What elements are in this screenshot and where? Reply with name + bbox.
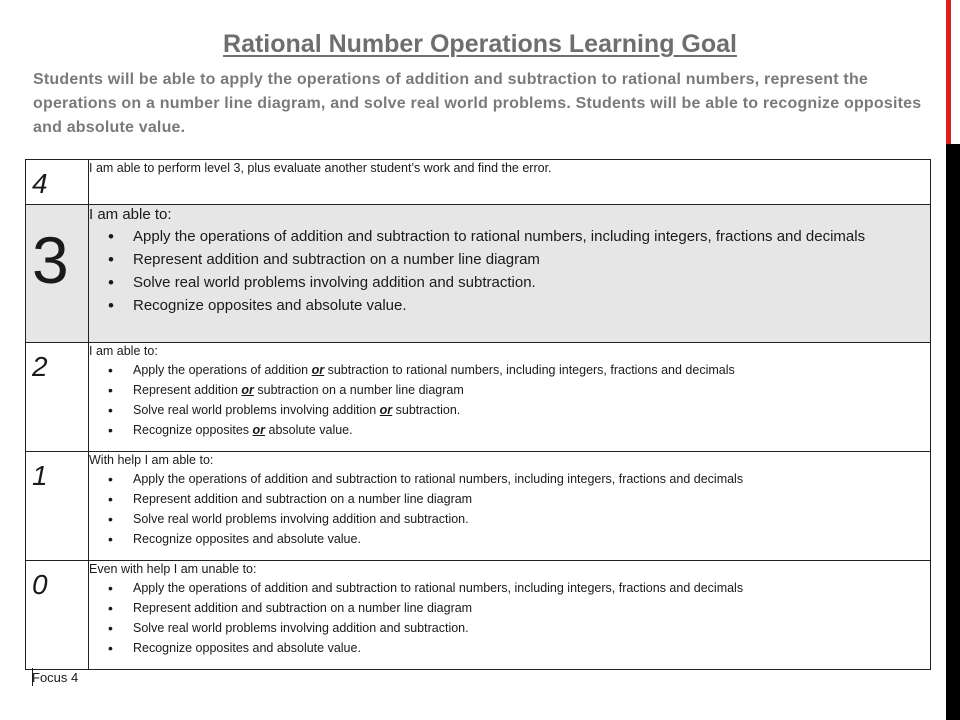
row-lead: I am able to perform level 3, plus evaluate another student’s work and find the error. [89, 161, 552, 175]
rubric-table [25, 159, 931, 670]
list-item: • Apply the operations of addition and subtraction to rational numbers, including integers, fractions and decimals [89, 578, 930, 598]
list-item: • Solve real world problems involving addition and subtraction. [89, 271, 930, 294]
list-item: • Apply the operations of addition and subtraction to rational numbers, including integers, fractions and decimals [89, 225, 930, 248]
rubric-row-0 [26, 561, 931, 670]
emphasis-or: or [379, 403, 393, 417]
rubric-row-3 [26, 205, 931, 343]
page-title: Rational Number Operations Learning Goal [223, 30, 737, 58]
row-lead: With help I am able to: [89, 453, 214, 467]
rubric-row-1 [26, 452, 931, 561]
learning-goal-intro: Students will be able to apply the operations of addition and subtraction to rational numbers, represent the operations on a number line diagram, and solve real world problems. Students will be able to recognize opposites and absolute value. [33, 71, 922, 136]
bullet-list [89, 360, 930, 440]
level-cell [26, 343, 89, 452]
list-item: • Apply the operations of addition and subtraction to rational numbers, including integers, fractions and decimals [89, 469, 930, 489]
row-lead: I am able to: [89, 344, 158, 358]
list-item: • Represent addition and subtraction on a number line diagram [89, 248, 930, 271]
level-number: 0 [32, 569, 48, 600]
description-cell [89, 561, 931, 670]
level-number: 3 [32, 223, 69, 297]
list-item: • Represent addition and subtraction on a number line diagram [89, 598, 930, 618]
emphasis-or: or [252, 423, 266, 437]
description-cell [89, 343, 931, 452]
list-item: • Recognize opposites and absolute value. [89, 294, 930, 317]
level-cell [26, 561, 89, 670]
list-item: • Solve real world problems involving addition and subtraction. [89, 509, 930, 529]
level-cell [26, 205, 89, 343]
list-item: • Recognize opposites and absolute value. [89, 529, 930, 549]
rubric-row-2 [26, 343, 931, 452]
list-item: • Recognize opposites and absolute value. [89, 638, 930, 658]
list-item: • Represent addition or subtraction on a number line diagram [89, 380, 930, 400]
footer-note: Focus 4 [32, 670, 79, 685]
row-lead: I am able to: [89, 206, 172, 223]
bullet-list [89, 225, 930, 317]
list-item: • Solve real world problems involving addition or subtraction. [89, 400, 930, 420]
rubric-row-4 [26, 160, 931, 205]
bullet-list [89, 469, 930, 549]
list-item: • Apply the operations of addition or subtraction to rational numbers, including integers, fractions and decimals [89, 360, 930, 380]
list-item: • Recognize opposites or absolute value. [89, 420, 930, 440]
level-number: 1 [32, 460, 48, 491]
list-item: • Represent addition and subtraction on a number line diagram [89, 489, 930, 509]
emphasis-or: or [311, 363, 325, 377]
level-cell [26, 160, 89, 205]
description-cell [89, 160, 931, 205]
list-item: • Solve real world problems involving addition and subtraction. [89, 618, 930, 638]
level-cell [26, 452, 89, 561]
edge-accent-white [951, 0, 960, 144]
level-number: 4 [32, 168, 48, 199]
edge-accent-black [946, 144, 960, 720]
row-lead: Even with help I am unable to: [89, 562, 257, 576]
description-cell [89, 452, 931, 561]
bullet-list [89, 578, 930, 658]
level-number: 2 [32, 351, 48, 382]
emphasis-or: or [241, 383, 254, 397]
description-cell [89, 205, 931, 343]
